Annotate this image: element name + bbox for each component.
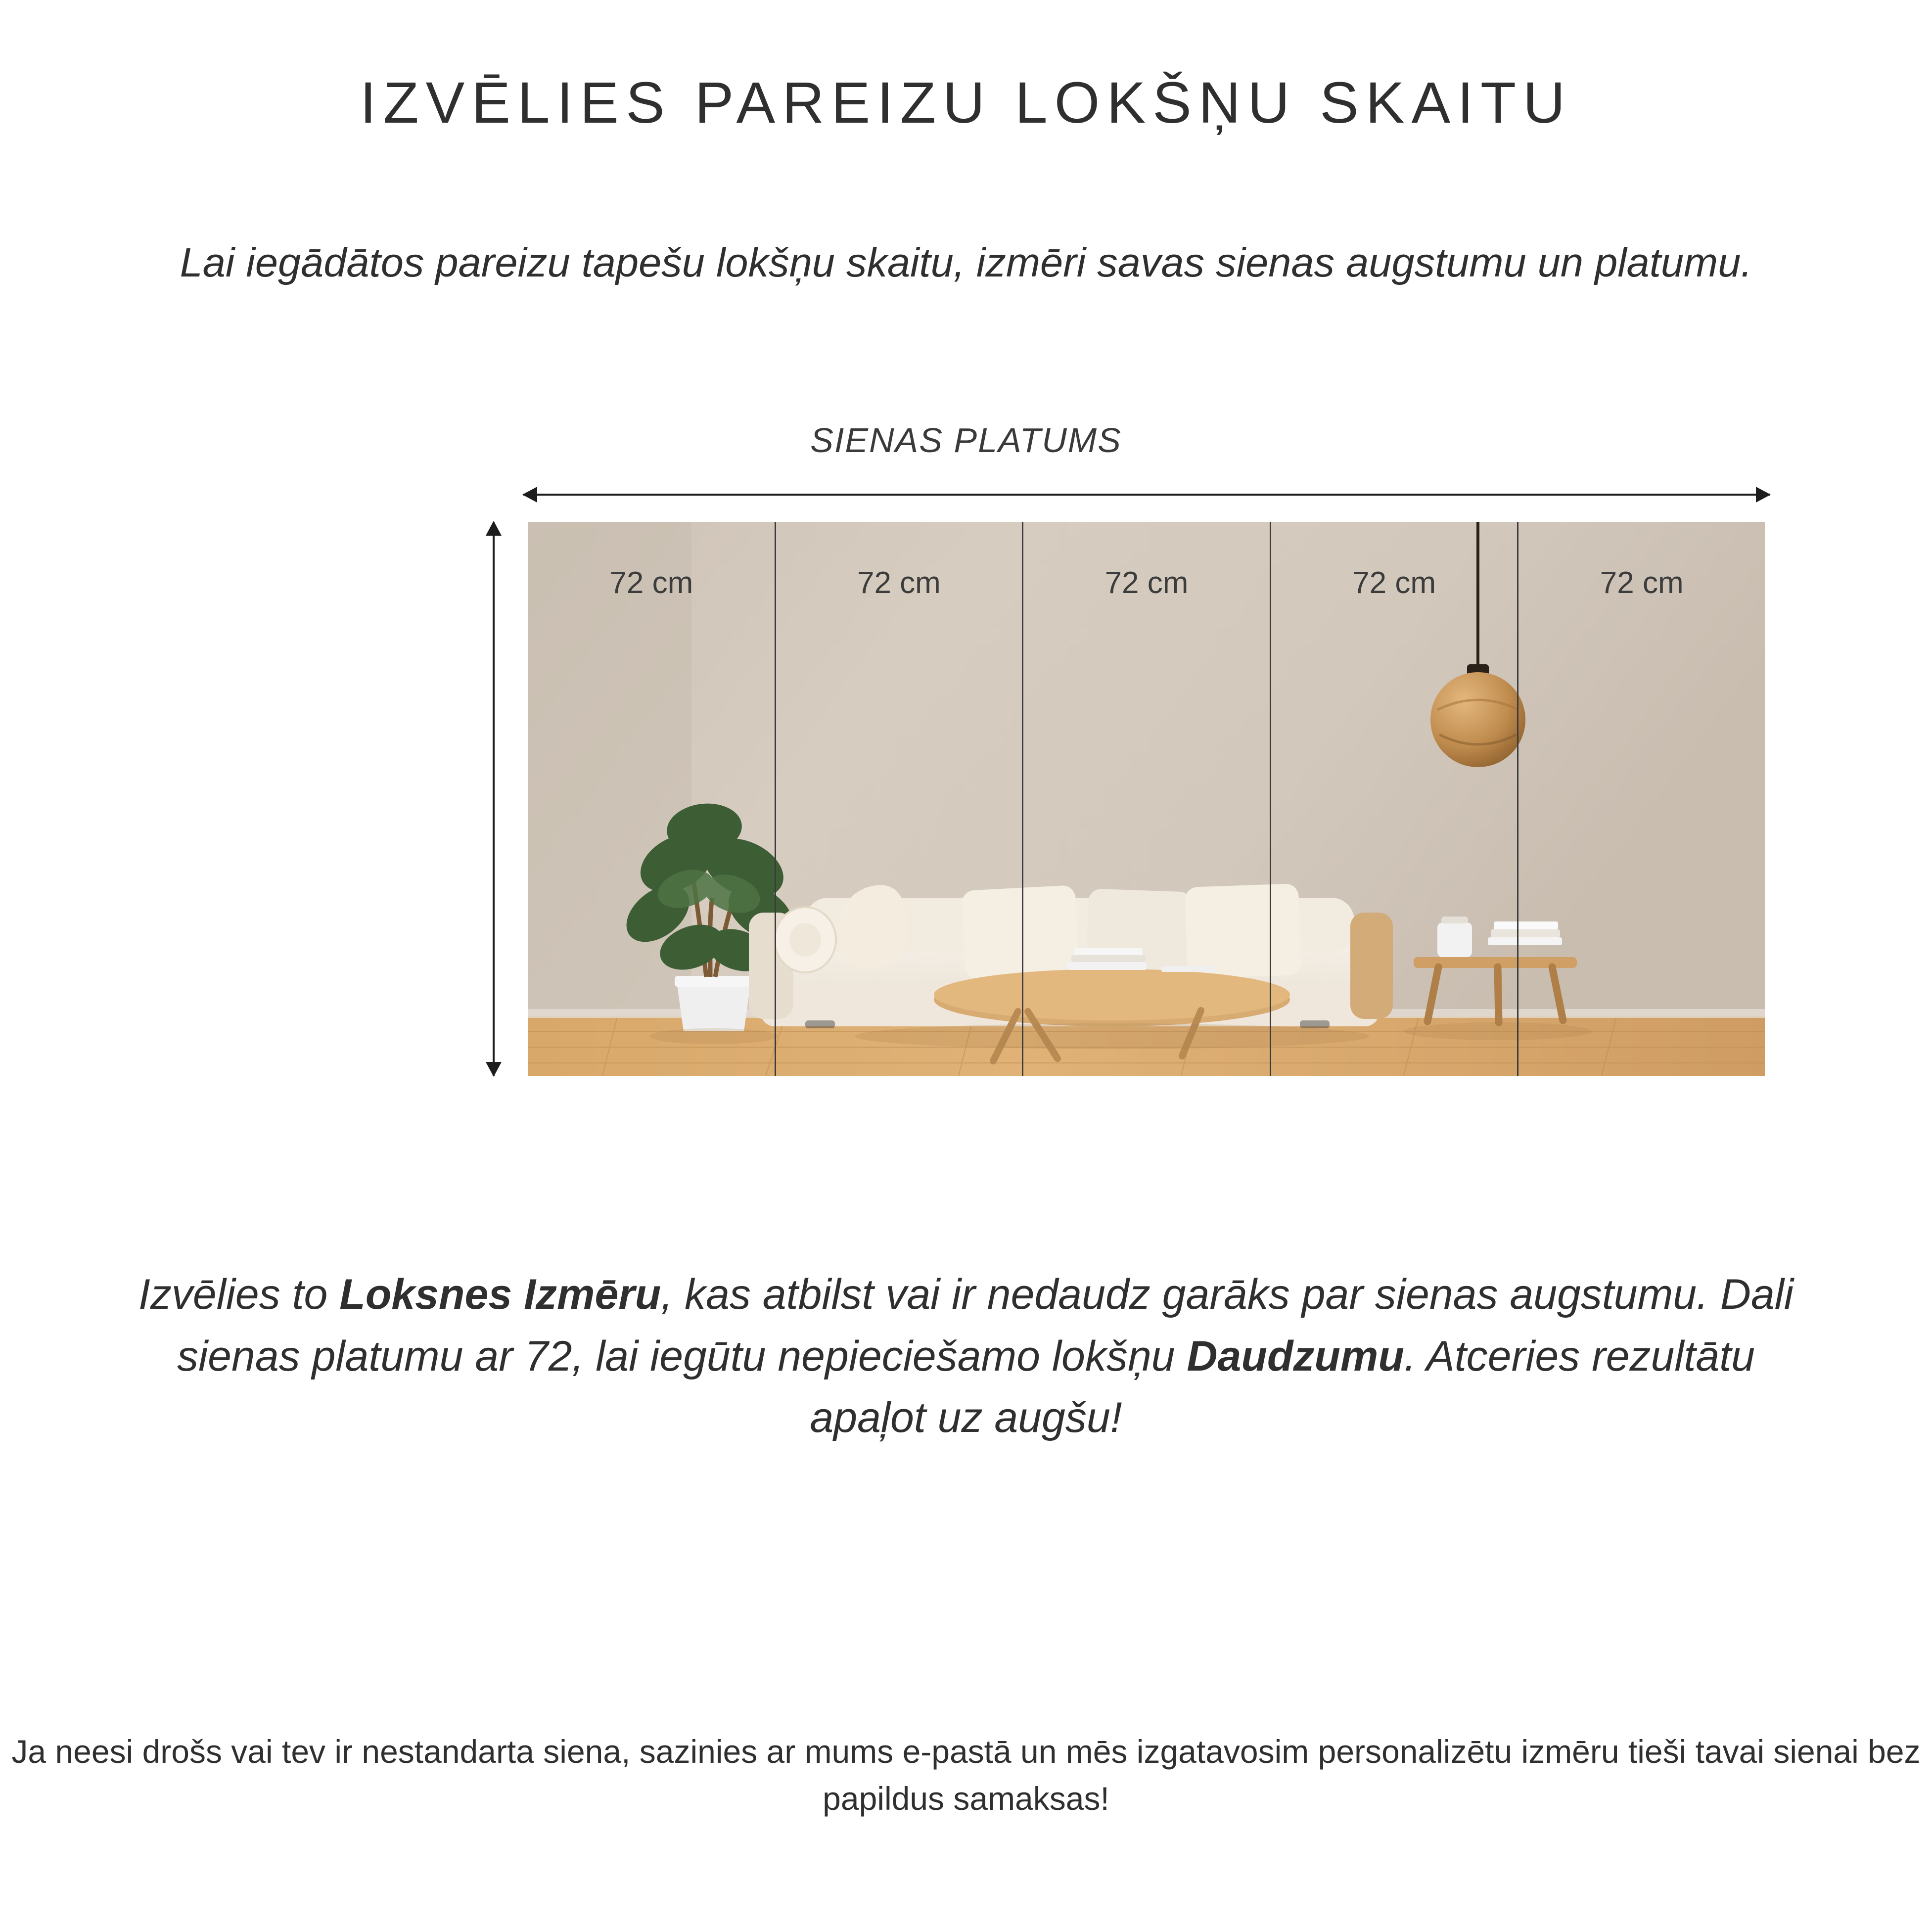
sheet-panel-width: 72 cm	[1352, 566, 1436, 600]
instructions-bold-sheet-size: Loksnes Izmēru	[339, 1271, 661, 1319]
instructions-part-3: . Atceries rezultātu apaļot uz augšu!	[810, 1332, 1755, 1442]
width-arrow-head-right-icon	[1756, 487, 1771, 503]
wall-measurement-diagram	[142, 415, 1790, 1133]
footer-note: Ja neesi drošs vai tev ir nestandarta siena, sazinies ar mums e-pastā un mēs izgatavosim personalizētu izmēru tieši tavai sienai bez papildus samaksas!	[11, 1733, 1921, 1817]
instructions-bold-quantity: Daudzumu	[1187, 1332, 1404, 1380]
page-title: IZVĒLIES PAREIZU LOKŠŅU SKAITU	[360, 70, 1572, 136]
room-scene-image	[528, 522, 1765, 1076]
height-arrow-line	[493, 522, 495, 1076]
intro-paragraph: Lai iegādātos pareizu tapešu lokšņu skaitu, izmēri savas sienas augstumu un platumu.	[180, 239, 1752, 286]
instructions-part-1: Izvēlies to	[138, 1271, 340, 1319]
width-arrow-head-left-icon	[522, 487, 537, 503]
instructions-part-2: , kas atbilst vai ir nedaudz garāks par sienas augstumu. Dali sienas platumu ar 72, lai iegūtu nepieciešamo lokšņu	[177, 1271, 1794, 1380]
sheet-panel-width: 72 cm	[1104, 566, 1189, 600]
height-arrow-head-bottom-icon	[486, 1062, 502, 1077]
width-arrow-line	[523, 494, 1770, 496]
height-arrow	[484, 522, 504, 1076]
sheet-panel-width: 72 cm	[1600, 566, 1684, 600]
wall-width-label: SIENAS PLATUMS	[810, 421, 1122, 460]
sheet-panel-width: 72 cm	[609, 566, 693, 600]
instructions-paragraph	[118, 1264, 1814, 1449]
width-arrow	[523, 485, 1770, 505]
sheet-panel-width: 72 cm	[857, 566, 941, 600]
height-arrow-head-top-icon	[486, 521, 502, 536]
